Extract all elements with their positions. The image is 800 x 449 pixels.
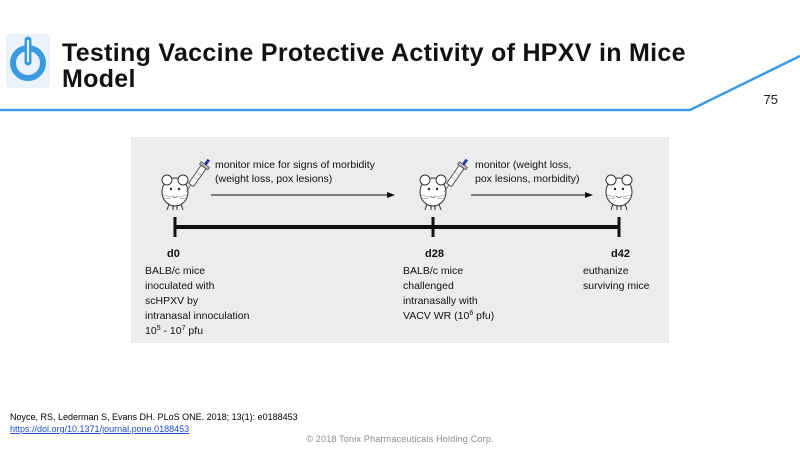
mouse-d28-icon xyxy=(420,175,446,210)
arrow-1-head xyxy=(387,192,395,198)
d0-desc-line-3: scHPXV by xyxy=(145,295,199,307)
d28-desc-line-2: challenged xyxy=(403,280,454,292)
d0-desc-line-2: inoculated with xyxy=(145,280,215,292)
arrow-2-label-line-2: pox lesions, morbidity) xyxy=(475,173,580,185)
mouse-d42-icon xyxy=(606,175,632,210)
d0-dose-line: $10^5 - 10^7$ pfu xyxy=(145,325,204,337)
timeline-diagram xyxy=(131,137,669,343)
d28-desc-line-3: intranasally with xyxy=(403,295,478,307)
arrow-1-label-line-1: monitor mice for signs of morbidity xyxy=(215,159,375,171)
reference-citation: Noyce, RS, Lederman S, Evans DH. PLoS ONE. 2018; 13(1): e0188453 xyxy=(10,412,298,422)
day-label-d0: d0 xyxy=(167,248,180,260)
d28-desc-line-1: BALB/c mice xyxy=(403,265,464,277)
arrow-1-label-line-2: (weight loss, pox lesions) xyxy=(215,173,333,185)
d42-desc-line-1: euthanize xyxy=(583,265,629,277)
timeline-diagram-panel xyxy=(131,137,669,343)
slide-title: Testing Vaccine Protective Activity of HPXV in Mice Model xyxy=(62,39,686,93)
d0-desc-line-1: BALB/c mice xyxy=(145,265,206,277)
day-label-d28: d28 xyxy=(425,248,444,260)
d42-desc-line-2: surviving mice xyxy=(583,280,650,292)
header-divider xyxy=(0,50,800,115)
d28-dose-line: VACV WR ($10^6$ pfu) xyxy=(403,310,495,322)
mouse-d0-icon xyxy=(162,175,188,210)
arrow-2-head xyxy=(585,192,593,198)
day-label-d42: d42 xyxy=(611,248,630,260)
arrow-2-label-line-1: monitor (weight loss, xyxy=(475,159,572,171)
reference-block xyxy=(10,411,298,435)
d0-desc-line-4: intranasal innoculation xyxy=(145,310,250,322)
copyright-footer: © 2018 Tonix Pharmaceuticals Holding Corp. xyxy=(306,434,494,444)
slide-number: 75 xyxy=(763,92,778,107)
reference-link[interactable]: https://doi.org/10.1371/journal.pone.0188453 xyxy=(10,424,190,434)
